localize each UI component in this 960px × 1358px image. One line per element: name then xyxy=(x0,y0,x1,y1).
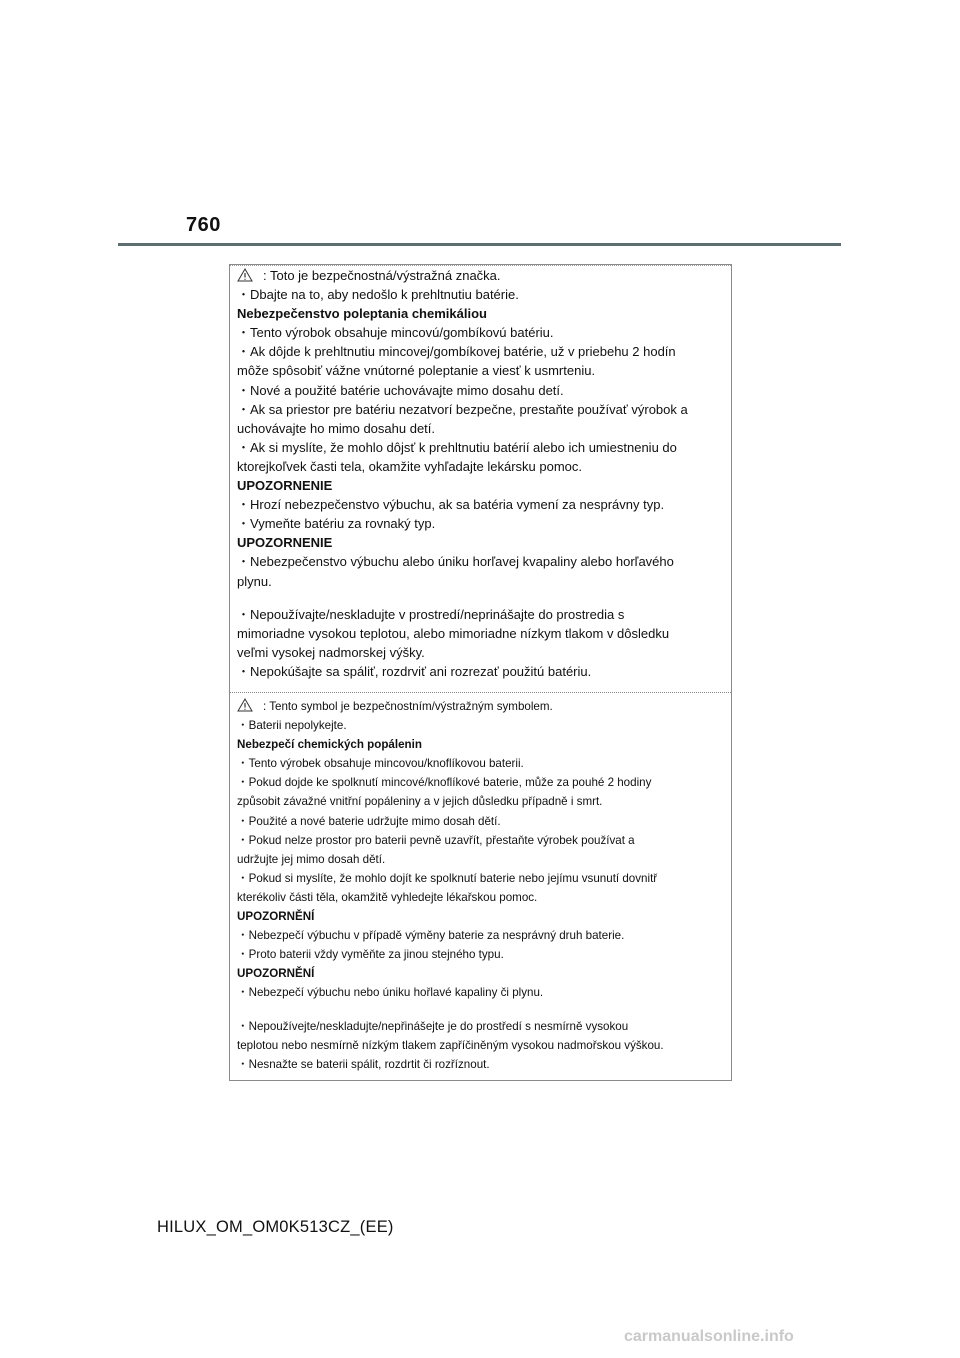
warning-section-slovak xyxy=(237,266,725,691)
warning-text-line: ・Nepokúšajte sa spáliť, rozdrviť ani rozrezať použitú batériu. xyxy=(237,663,592,679)
warning-text-line: ・Nesnažte se baterii spálit, rozdrtit či rozříznout. xyxy=(237,1057,490,1071)
warning-text-line: ・Proto baterii vždy vyměňte za jinou stejného typu. xyxy=(237,948,504,962)
symbol-line-text: : Toto je bezpečnostná/výstražná značka. xyxy=(263,268,501,283)
watermark: carmanualsonline.info xyxy=(624,1328,794,1345)
warning-text-line: udržujte jej mimo dosah dětí. xyxy=(237,852,386,866)
warning-text-line: ・Pokud si myslíte, že mohlo dojít ke spolknutí baterie nebo jejímu vsunutí dovnitř xyxy=(237,871,658,885)
warning-text-line: mimoriadne vysokou teplotou, alebo mimoriadne nízkym tlakom v dôsledku xyxy=(237,625,670,641)
document-id: HILUX_OM_OM0K513CZ_(EE) xyxy=(157,1218,394,1236)
warning-text-line: ・Tento výrobok obsahuje mincovú/gombíkovú batériu. xyxy=(237,325,554,341)
warning-text-line: ・Pokud dojde ke spolknutí mincové/knoflíkové baterie, může za pouhé 2 hodiny xyxy=(237,776,652,790)
warning-heading: Nebezpečenstvo poleptania chemikáliou xyxy=(237,306,487,322)
warning-text-line: ・Vymeňte batériu za rovnaký typ. xyxy=(237,516,436,532)
warning-text-line: ・Nebezpečí výbuchu nebo úniku hořlavé kapaliny či plynu. xyxy=(237,986,544,1000)
warning-text-line: ・Ak sa priestor pre batériu nezatvorí bezpečne, prestaňte používať výrobok a xyxy=(237,401,688,417)
warning-text-line: ・Nebezpečí výbuchu v případě výměny baterie za nesprávný druh baterie. xyxy=(237,929,625,943)
warning-text-line: ・Nepoužívejte/neskladujte/nepřinášejte je do prostředí s nesmírně vysokou xyxy=(237,1019,629,1033)
lines-sk-after xyxy=(237,605,725,681)
symbol-line-text: : Tento symbol je bezpečnostním/výstražným symbolem. xyxy=(263,700,553,713)
warning-text-line: ・Hrozí nebezpečenstvo výbuchu, ak sa batéria vymení za nesprávny typ. xyxy=(237,497,665,513)
warning-heading: UPOZORNENIE xyxy=(237,478,333,494)
lines-cz-after xyxy=(237,1017,725,1074)
warning-triangle-icon xyxy=(237,268,253,282)
symbol-line xyxy=(237,697,725,716)
warning-heading: Nebezpečí chemických popálenin xyxy=(237,738,422,752)
warning-text-line: ・Tento výrobek obsahuje mincovou/knoflíkovou baterii. xyxy=(237,757,524,771)
warning-text-line: způsobit závažné vnitřní popáleniny a v jejich důsledku případně i smrt. xyxy=(237,795,603,809)
warning-text-line: ・Ak dôjde k prehltnutiu mincovej/gombíkovej batérie, už v priebehu 2 hodín xyxy=(237,344,676,360)
warning-text-line: ・Použité a nové baterie udržujte mimo dosah dětí. xyxy=(237,814,501,828)
warning-text-line: môže spôsobiť vážne vnútorné poleptanie a viesť k usmrteniu. xyxy=(237,363,596,379)
warning-text-line: ・Nové a použité batérie uchovávajte mimo dosahu detí. xyxy=(237,382,564,398)
warning-text-line: ktorejkoľvek časti tela, okamžite vyhľadajte lekársku pomoc. xyxy=(237,458,583,474)
warning-text-line: plynu. xyxy=(237,573,272,589)
page-number: 760 xyxy=(186,214,221,236)
warning-heading: UPOZORNĚNÍ xyxy=(237,967,315,981)
warning-section-czech xyxy=(237,697,725,1074)
warning-heading: UPOZORNĚNÍ xyxy=(237,910,315,924)
warning-text-line: kterékoliv části těla, okamžitě vyhledejte lékařskou pomoc. xyxy=(237,890,538,904)
paragraph-gap xyxy=(237,1003,725,1017)
warning-text-line: ・Nepoužívajte/neskladujte v prostredí/neprinášajte do prostredia s xyxy=(237,606,625,622)
section-divider xyxy=(230,692,731,693)
warning-text-line: ・Nebezpečenstvo výbuchu alebo úniku horľavej kvapaliny alebo horľavého xyxy=(237,554,674,570)
symbol-line xyxy=(237,266,725,285)
warning-box xyxy=(229,264,732,1081)
warning-text-line: ・Baterii nepolykejte. xyxy=(237,719,347,733)
paragraph-gap xyxy=(237,591,725,605)
warning-text-line: ・Dbajte na to, aby nedošlo k prehltnutiu batérie. xyxy=(237,287,519,303)
warning-text-line: veľmi vysokej nadmorskej výšky. xyxy=(237,644,425,660)
lines-sk xyxy=(237,285,725,591)
warning-text-line: ・Pokud nelze prostor pro baterii pevně uzavřít, přestaňte výrobek používat a xyxy=(237,833,635,847)
lines-cz xyxy=(237,716,725,1002)
warning-text-line: teplotou nebo nesmírně nízkým tlakem zapříčiněným vysokou nadmořskou výškou. xyxy=(237,1038,664,1052)
warning-text-line: ・Ak si myslíte, že mohlo dôjsť k prehltnutiu batérií alebo ich umiestneniu do xyxy=(237,439,677,455)
warning-heading: UPOZORNENIE xyxy=(237,535,333,551)
header-rule xyxy=(118,243,841,246)
warning-triangle-icon xyxy=(237,698,253,712)
warning-text-line: uchovávajte ho mimo dosahu detí. xyxy=(237,420,436,436)
